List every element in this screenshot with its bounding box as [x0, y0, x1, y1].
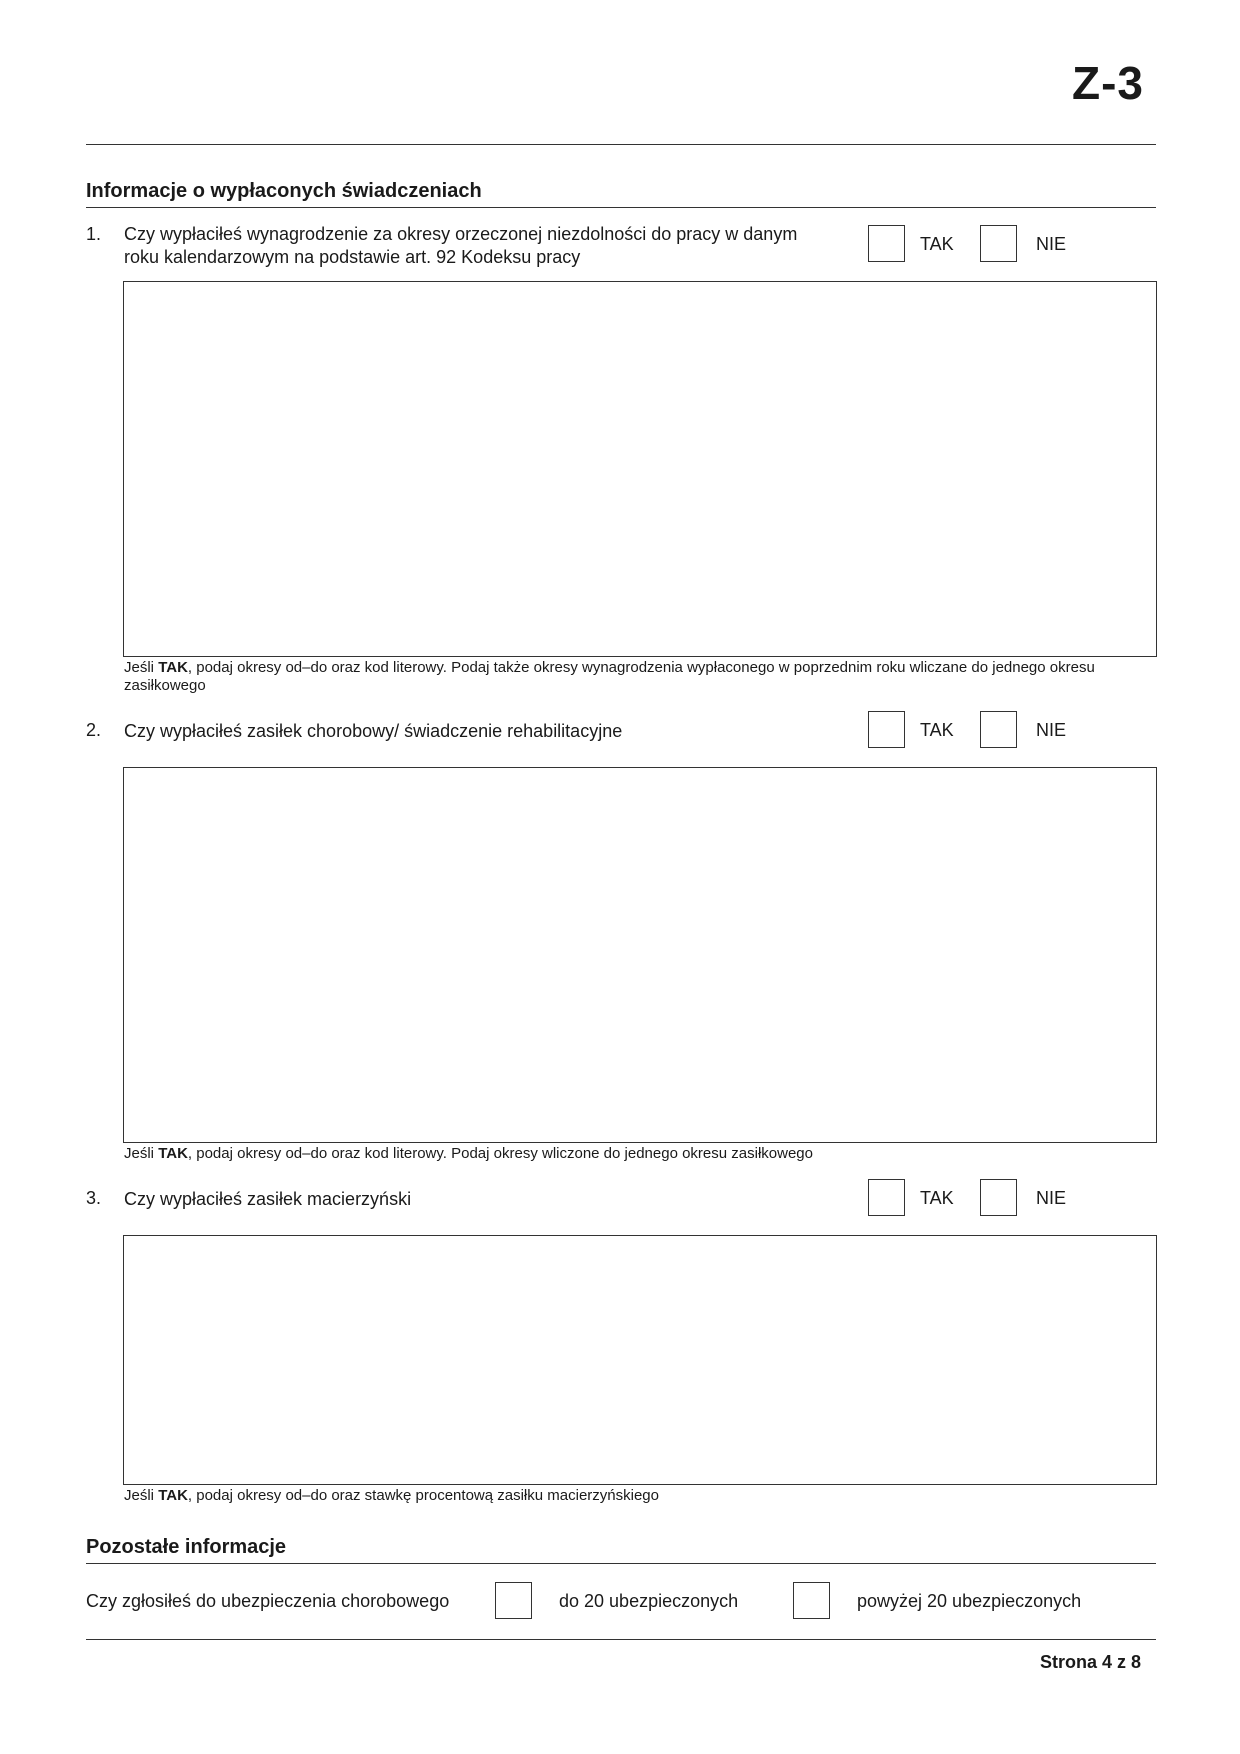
question-1-hint-prefix: Jeśli [124, 659, 159, 676]
question-2-no-label: NIE [1036, 720, 1067, 740]
question-2-hint-rest: , podaj okresy od–do oraz kod literowy. Podaj okresy wliczone do jednego okresu zasiłkowego [187, 1145, 813, 1162]
question-2-text: Czy wypłaciłeś zasiłek chorobowy/ świadczenie rehabilitacyjne [124, 721, 623, 741]
question-1-text [124, 223, 844, 269]
section-divider-other-info [86, 1563, 1156, 1564]
question-1-answer-box[interactable] [123, 281, 1157, 657]
section-title-other-info: Pozostałe informacje [86, 1536, 287, 1558]
question-3-hint-rest: , podaj okresy od–do oraz stawkę procentową zasiłku macierzyńskiego [187, 1487, 659, 1504]
up-to-20-insured-checkbox[interactable] [495, 1582, 532, 1619]
question-2-no-checkbox[interactable] [980, 711, 1017, 748]
question-2-answer-box[interactable] [123, 767, 1157, 1143]
question-2-hint [124, 1145, 1158, 1163]
question-3-no-checkbox[interactable] [980, 1179, 1017, 1216]
question-1-hint-rest: , podaj okresy od–do oraz kod literowy. Podaj także okresy wynagrodzenia wypłaconego w poprzednim roku wliczane do jednego okresu zasiłkowego [124, 659, 1095, 694]
section-divider-paid-benefits [86, 207, 1156, 208]
question-1-hint-bold: TAK [158, 659, 188, 676]
question-3-no-label: NIE [1036, 1188, 1067, 1208]
question-2-hint-prefix: Jeśli [124, 1145, 159, 1162]
page-number: Strona 4 z 8 [1040, 1652, 1142, 1672]
form-code: Z-3 [1072, 57, 1144, 109]
question-3-hint-bold: TAK [158, 1487, 188, 1504]
footer-divider [86, 1639, 1156, 1640]
question-1-yes-checkbox[interactable] [868, 225, 905, 262]
up-to-20-insured-label: do 20 ubezpieczonych [559, 1591, 739, 1611]
question-3-number: 3. [86, 1188, 102, 1208]
question-3-hint [124, 1487, 1158, 1505]
over-20-insured-checkbox[interactable] [793, 1582, 830, 1619]
question-3-hint-prefix: Jeśli [124, 1487, 159, 1504]
question-3-yes-checkbox[interactable] [868, 1179, 905, 1216]
question-1-number: 1. [86, 224, 102, 244]
question-1-text-line2: roku kalendarzowym na podstawie art. 92 Kodeksu pracy [124, 247, 581, 267]
question-2-yes-checkbox[interactable] [868, 711, 905, 748]
question-3-yes-label: TAK [920, 1188, 954, 1208]
question-1-yes-label: TAK [920, 234, 954, 254]
question-2-yes-label: TAK [920, 720, 954, 740]
question-1-no-checkbox[interactable] [980, 225, 1017, 262]
question-1-hint [124, 659, 1158, 695]
question-2-hint-bold: TAK [158, 1145, 188, 1162]
question-3-answer-box[interactable] [123, 1235, 1157, 1485]
other-info-question: Czy zgłosiłeś do ubezpieczenia chorobowego [86, 1591, 450, 1611]
header-divider [86, 144, 1156, 145]
over-20-insured-label: powyżej 20 ubezpieczonych [857, 1591, 1082, 1611]
question-3-text: Czy wypłaciłeś zasiłek macierzyński [124, 1189, 412, 1209]
question-1-text-line1: Czy wypłaciłeś wynagrodzenie za okresy orzeczonej niezdolności do pracy w danym [124, 224, 798, 244]
question-1-no-label: NIE [1036, 234, 1067, 254]
question-2-number: 2. [86, 720, 102, 740]
section-title-paid-benefits: Informacje o wypłaconych świadczeniach [86, 180, 482, 202]
